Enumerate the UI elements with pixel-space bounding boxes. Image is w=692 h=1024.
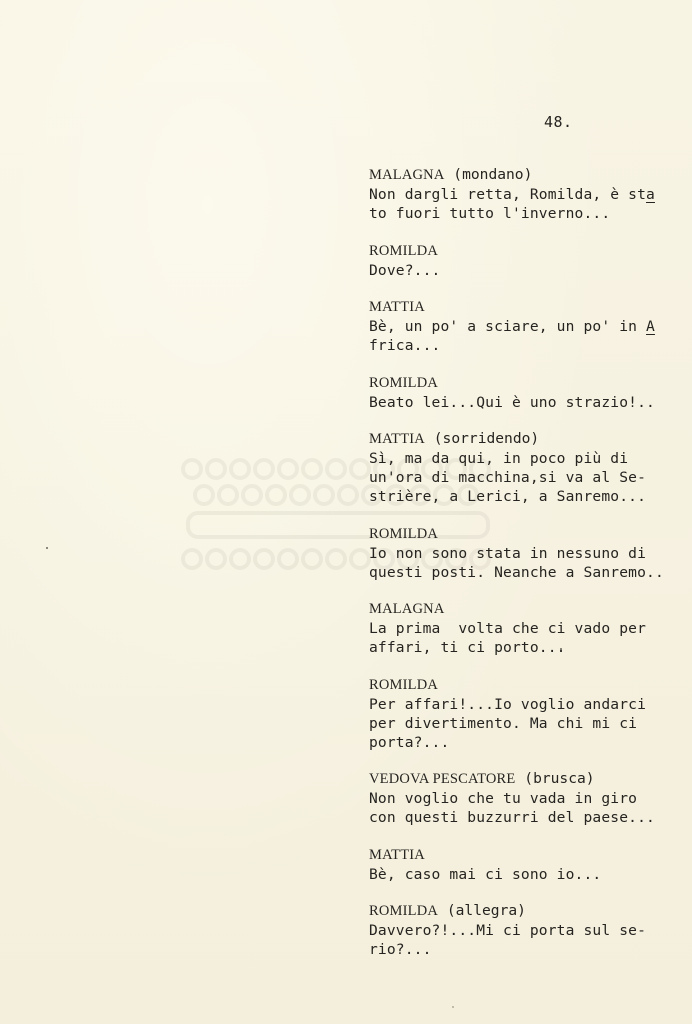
dialogue-text: Non dargli retta, Romilda, è st [369, 186, 647, 203]
dialogue-line [369, 317, 689, 336]
dialogue-text: frica... [369, 337, 441, 354]
dialogue-text: affari, ti ci porto... [369, 639, 566, 656]
dialogue-line [369, 940, 689, 959]
dialogue-block [369, 901, 689, 959]
dialogue-line [369, 921, 689, 940]
dialogue-text: un'ora di macchina,si va al Se- [369, 469, 647, 486]
dialogue-block [369, 165, 689, 223]
speaker-line [369, 675, 689, 695]
dialogue-line [369, 544, 689, 563]
screenplay-dialogue [369, 165, 689, 977]
speaker-line [369, 297, 689, 317]
dialogue-line [369, 619, 689, 638]
dialogue-line [369, 638, 689, 657]
dialogue-block [369, 373, 689, 412]
dialogue-text: Per affari!...Io voglio andarci [369, 695, 647, 713]
speaker-line [369, 845, 689, 865]
dialogue-text: Beato lei...Qui è uno strazio!.. [369, 393, 655, 411]
speaker-line [369, 165, 689, 185]
paper-speck [452, 1006, 454, 1008]
dialogue-text: con questi buzzurri del paese... [369, 809, 655, 826]
dialogue-block [369, 599, 689, 657]
dialogue-line [369, 487, 689, 506]
dialogue-text: Sì, ma da qui, in poco più di [369, 450, 629, 467]
dialogue-line [369, 789, 689, 808]
dialogue-text: Bè, caso mai ci sono io... [369, 865, 602, 883]
dialogue-line [369, 733, 689, 752]
speaker-name: ROMILDA [369, 903, 439, 919]
dialogue-line [369, 393, 689, 412]
speaker-line [369, 241, 689, 261]
speaker-line [369, 599, 689, 619]
dialogue-text: questi posti. Neanche a Sanremo.. [369, 563, 664, 581]
speaker-name: ROMILDA [369, 374, 439, 391]
speaker-line [369, 901, 689, 921]
dialogue-text: La prima volta che ci vado per [369, 620, 647, 637]
dialogue-text: Bè, un po' a sciare, un po' in [369, 318, 647, 335]
stage-direction: (sorridendo) [424, 430, 540, 447]
speaker-name: ROMILDA [369, 676, 439, 693]
dialogue-line [369, 865, 689, 884]
dialogue-line [369, 336, 689, 355]
speaker-line [369, 373, 689, 393]
dialogue-block [369, 845, 689, 884]
speaker-line [369, 429, 689, 449]
speaker-name: MATTIA [369, 846, 425, 863]
speaker-line [369, 769, 689, 789]
dialogue-line [369, 449, 689, 468]
speaker-name: ROMILDA [369, 525, 439, 542]
dialogue-block [369, 241, 689, 280]
dialogue-line [369, 563, 689, 582]
paper-speck [46, 547, 48, 549]
stage-direction: (brusca) [515, 770, 595, 787]
speaker-name: MALAGNA [369, 601, 445, 617]
dialogue-line [369, 714, 689, 733]
dialogue-block [369, 524, 689, 582]
dialogue-text: Non voglio che tu vada in giro [369, 790, 638, 807]
page-number: 48. [544, 113, 573, 131]
dialogue-line [369, 808, 689, 827]
dialogue-line [369, 185, 689, 204]
dialogue-text: Io non sono stata in nessuno di [369, 544, 647, 562]
dialogue-text: porta?... [369, 733, 450, 751]
speaker-line [369, 524, 689, 544]
underlined-text: A [646, 318, 655, 335]
dialogue-text: per divertimento. Ma chi mi ci [369, 714, 638, 732]
dialogue-text: Davvero?!...Mi ci porta sul se- [369, 922, 647, 939]
dialogue-block [369, 769, 689, 827]
dialogue-line [369, 204, 689, 223]
speaker-name: ROMILDA [369, 242, 439, 259]
dialogue-text: to fuori tutto l'inverno... [369, 205, 611, 222]
dialogue-line [369, 468, 689, 487]
dialogue-text: strière, a Lerici, a Sanremo... [369, 488, 647, 505]
dialogue-block [369, 297, 689, 355]
dialogue-line [369, 695, 689, 714]
dialogue-text: rio?... [369, 941, 432, 958]
speaker-name: VEDOVA PESCATORE [369, 771, 516, 787]
speaker-name: MATTIA [369, 431, 425, 447]
stage-direction: (allegra) [438, 902, 526, 919]
dialogue-line [369, 261, 689, 280]
underlined-text: a [646, 186, 655, 203]
dialogue-block [369, 429, 689, 506]
dialogue-text: Dove?... [369, 261, 441, 279]
dialogue-block [369, 675, 689, 752]
stage-direction: (mondano) [444, 166, 533, 183]
speaker-name: MALAGNA [369, 167, 445, 183]
speaker-name: MATTIA [369, 299, 425, 315]
